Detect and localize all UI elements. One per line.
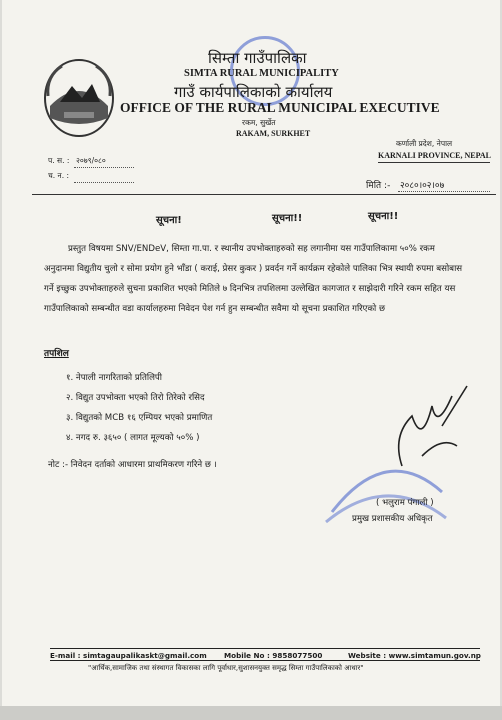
- province-rule: [378, 162, 490, 163]
- date-rule: [398, 191, 490, 192]
- list-item: २. विद्युत उपभोक्ता भएको तिरो तिरेको रसिद: [66, 393, 205, 403]
- office-title-en: SIMTA RURAL MUNICIPALITY: [184, 68, 339, 79]
- list-heading: तपशिल: [44, 349, 69, 359]
- signatory-name: ( भलुराम पंगाली ): [376, 498, 434, 508]
- office-name-np: गाउँ कार्यपालिकाको कार्यालय: [174, 83, 333, 101]
- notice-heading: सूचना!!: [368, 211, 399, 222]
- signatory-designation: प्रमुख प्रशासकीय अधिकृत: [352, 514, 433, 524]
- office-title-np: सिम्ता गाउँपालिका: [208, 49, 307, 67]
- footer-mobile: Mobile No : 9858077500: [224, 651, 323, 660]
- ref-value: २०७९/०८०: [76, 156, 106, 165]
- date-value: २०८०।०२।०७: [400, 181, 445, 191]
- ref-rule: [74, 167, 134, 168]
- province-en: KARNALI PROVINCE, NEPAL: [378, 151, 491, 160]
- dispatch-rule: [74, 182, 134, 183]
- letter-page: [2, 0, 500, 720]
- dispatch-label: च. न. :: [48, 171, 69, 180]
- footer-rule-2: [50, 660, 480, 661]
- address-np: रकम, सुर्खेत: [242, 118, 276, 127]
- nepal-emblem-icon: [42, 56, 116, 140]
- note-text: नोट :- निवेदन दर्ताको आधारमा प्राथमिकरण गरिने छ ।: [48, 460, 217, 470]
- address-en: RAKAM, SURKHET: [236, 129, 311, 138]
- office-name-en: OFFICE OF THE RURAL MUNICIPAL EXECUTIVE: [120, 100, 440, 115]
- footer-email: E-mail : simtagaupalikaskt@gmail.com: [50, 651, 207, 660]
- header-rule: [32, 194, 496, 195]
- list-item: ४. नगद रु. ३६५० ( लागत मूल्यको ५०% ): [66, 433, 200, 443]
- ref-label: प. स. :: [48, 156, 70, 165]
- list-item: ३. विद्युतको MCB १६ एम्पियर भएको प्रमाणित: [66, 413, 213, 423]
- footer-rule: [50, 648, 480, 649]
- footer-slogan: "आर्थिक,सामाजिक तथा संस्थागत विकासका लागि पूर्वाधार,सुशासनयुक्त समृद्ध सिम्ता गाउँपालिकाको आधार": [88, 664, 364, 672]
- date-label: मिति :-: [366, 181, 391, 191]
- scan-strip: [0, 706, 502, 720]
- province-np: कर्णाली प्रदेश, नेपाल: [396, 139, 453, 148]
- list-item: १. नेपाली नागरिताको प्रतिलिपी: [66, 373, 163, 383]
- footer-website: Website : www.simtamun.gov.np: [348, 651, 481, 660]
- notice-body: प्रस्तुत विषयमा SNV/ENDeV, सिम्ता गा.पा. र स्थानीय उपभोक्ताहरुको सह लगानीमा यस गाउँपालिकामा ५०% रकम अनुदानमा विद्युतीय चुलो र सोमा प्रयोग हुने भाँडा ( कराई, प्रेसर कुकर ) प्रवर्दन गर्ने कार्यक्रम रहेकोले पालिका भित्र स्थायी रुपमा बसोबास गर्ने इच्छुक उपभोक्ताहरुले सुचना प्रकाशित भएको मितिले ७ दिनभित्र तपशिलमा उल्लेखित कागजात र साझेदारी गरिने रकम सहित यस गाउँपालिकाको सम्बन्धीत वडा कार्यालहरुमा निवेदन पेश गर्न हुन सम्बन्धीत सवैमा यो सूचना प्रकाशित गरिएको छ: [44, 244, 463, 314]
- notice-heading: सूचना!: [156, 215, 182, 226]
- notice-heading: सूचना!!: [272, 213, 303, 224]
